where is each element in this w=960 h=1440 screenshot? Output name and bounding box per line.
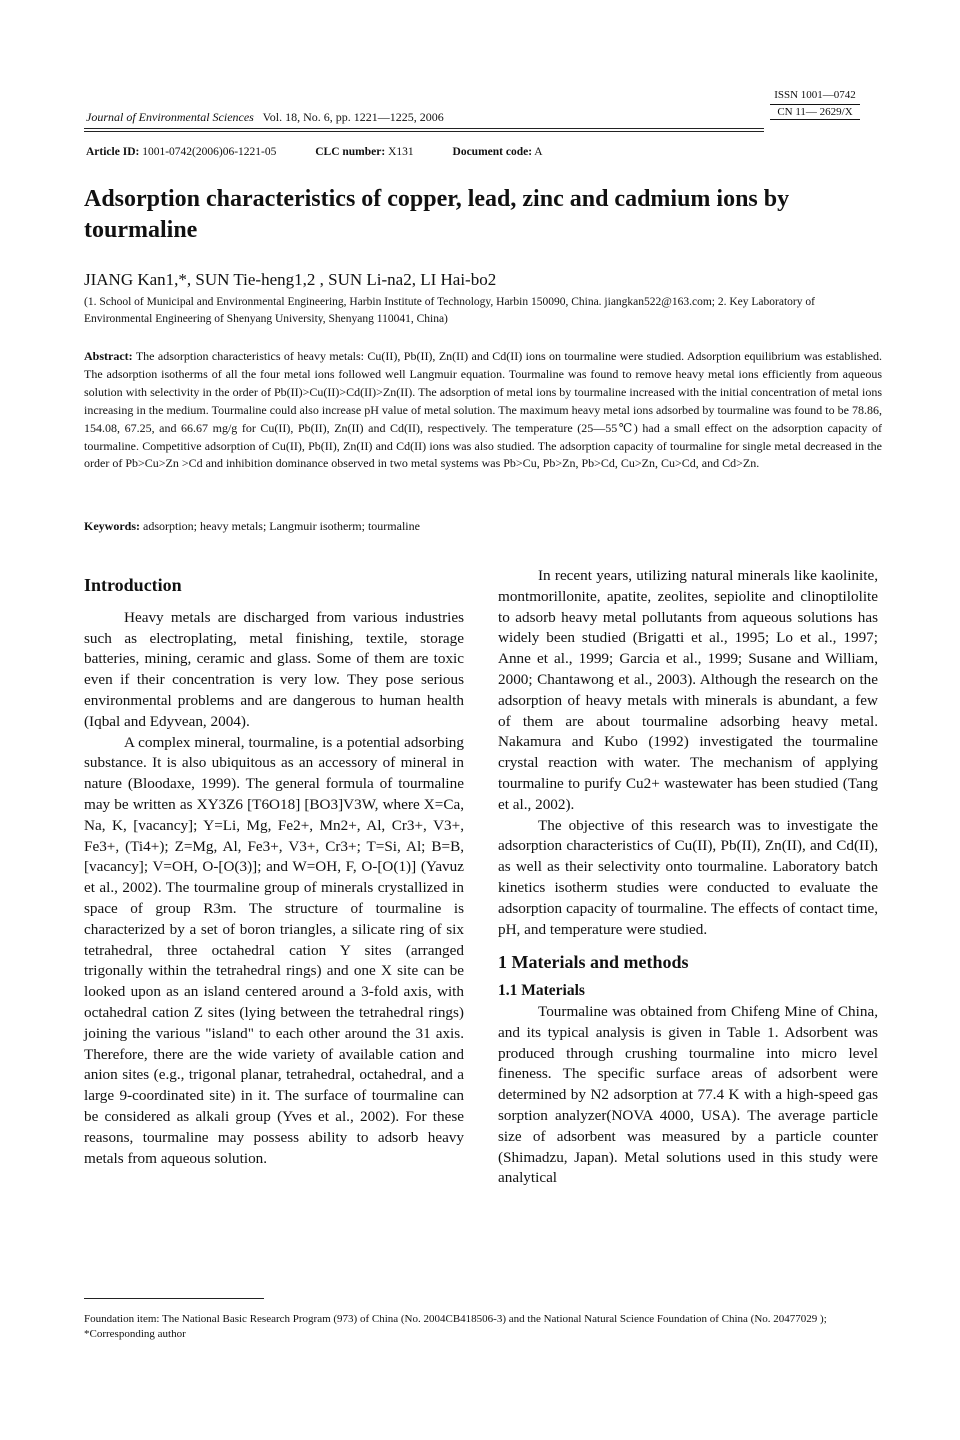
article-id-label: Article ID:	[86, 146, 140, 158]
section-heading-materials-methods: 1 Materials and methods	[498, 952, 689, 973]
clc-label: CLC number:	[315, 146, 386, 158]
cn-number: CN 11— 2629/X	[770, 104, 860, 120]
article-meta	[86, 146, 579, 158]
keywords-text: adsorption; heavy metals; Langmuir isotherm; tourmaline	[143, 519, 420, 533]
right-paragraph-1: In recent years, utilizing natural minerals like kaolinite, montmorillonite, apatite, zeolites, sepiolite and clinoptilolite to adsorb heavy metal pollutants from aqueous solutions has widely been studied (Brigatti et al., 1995; Lo et al., 1997; Anne et al., 1999; Garcia et al., 1999; Susane and William, 2000; Chantawong et al., 2003). Although the research on the adsorption of heavy metals with minerals is abundant, a few of them are about tourmaline adsorbing heavy metal. Nakamura and Kubo (1992) investigated the tourmaline crystal reaction with water. The mechanism of applying tourmaline to purify Cu2+ wastewater has been studied (Tang et al., 2002).	[498, 567, 878, 813]
left-column	[84, 560, 464, 1169]
article-id: 1001-0742(2006)06-1221-05	[142, 146, 277, 158]
intro-paragraph-2: A complex mineral, tourmaline, is a potential adsorbing substance. It is also ubiquitous as an accessory of mineral in nature (Bloodaxe, 1999). The general formula of tourmaline may be written as XY3Z6 [T6O18] [BO3]V3W, where X=Ca, Na, K, [vacancy]; Y=Li, Mg, Fe2+, Mn2+, Al, Cr3+, V3+, Fe3+, (Ti4+); Z=Mg, Al, Fe3+, V3+, Cr3+; T=Si, Al; B=B, [vacancy]; V=OH, O-[O(3)]; and W=OH, F, O-[O(1)] (Yavuz et al., 2002). The tourmaline group of minerals crystallized in space of group R3m. The structure of tourmaline is characterized by a set of boron triangles, a silicate ring of six tetrahedral, three octahedral cation Y sites (arranged trigonally within the tetrahedral rings) and one X site can be looked upon as an island centered around a 3-fold axis, with octahedral cation Z sites (lying between the tetrahedral rings) joining the various "island" to each other around the 31 axis. Therefore, there are the wide variety of available cation and anion sites (e.g., trigonal planar, tetrahedral, octahedral, and a large 9-coordinated site) in it. The surface of tourmaline can be considered as alkali group (Yves et al., 2002). For these reasons, tourmaline may possess ability to adsorb heavy metals from aqueous solution.	[84, 733, 464, 1167]
keywords-label: Keywords:	[84, 519, 140, 533]
doc-code: A	[534, 146, 543, 158]
doc-code-label: Document code:	[452, 146, 533, 158]
right-paragraph-2: The objective of this research was to investigate the adsorption characteristics of Cu(II), Pb(II), Zn(II), and Cd(II), as well as their selectivity onto tourmaline. Laboratory batch kinetics isotherm studies were conducted to evaluate the adsorption capacity of tourmaline. The effects of contact time, pH, and temperature were studied.	[498, 816, 878, 938]
paper-title: Adsorption characteristics of copper, lead, zinc and cadmium ions by tourmaline	[84, 186, 790, 243]
keywords	[84, 519, 882, 534]
footnote: Foundation item: The National Basic Research Program (973) of China (No. 2004CB418506-3) and the National Natural Science Foundation of China (No. 20477029 ); *Corresponding author	[84, 1313, 827, 1340]
abstract-text: The adsorption characteristics of heavy metals: Cu(II), Pb(II), Zn(II) and Cd(II) ions on tourmaline were studied. Adsorption equilibrium was established. The adsorption isotherms of all the four metal ions followed well Langmuir equation. Tourmaline was found to remove heavy metal ions efficiently from aqueous solution with selectivity in the order of Pb(II)>Cu(II)>Cd(II)>Zn(II). The adsorption of metal ions by tourmaline increased with the initial concentration of metal ions increasing in the medium. Tourmaline could also increase pH value of metal solution. The maximum heavy metal ions adsorbed by tourmaline was found to be 78.86, 154.08, 67.25, and 66.67 mg/g for Cu(II), Pb(II), Zn(II) and Cd(II), respectively. The temperature (25—55℃) had a small effect on the adsorption capacity of tourmaline. Competitive adsorption of Cu(II), Pb(II), Zn(II) and Cd(II) ions was also studied. The adsorption capacity of tourmaline for single metal decreased in the order of Pb>Cu>Zn >Cd and inhibition dominance observed in two metal systems was Pb>Cu, Pb>Zn, Pb>Cd, Cu>Zn, Cu>Cd, and Cd>Zn.	[84, 349, 882, 471]
right-column	[498, 560, 878, 1189]
header-rule-second	[84, 131, 764, 132]
journal-name: Journal of Environmental Sciences	[86, 110, 254, 124]
journal-header	[86, 110, 444, 125]
header-rule	[84, 128, 764, 129]
intro-paragraph-1: Heavy metals are discharged from various industries such as electroplating, metal finishing, textile, storage batteries, mining, ceramic and glass. Some of them are toxic even if their concentration is very low. They pose serious environmental problems and are dangerous to human health (Iqbal and Edyvean, 2004).	[84, 608, 464, 730]
subsection-heading-materials: 1.1 Materials	[498, 982, 585, 1000]
affiliations: (1. School of Municipal and Environmental Engineering, Harbin Institute of Technology, Harbin 150090, China. jiangkan522@163.com; 2. Key Laboratory of Environmental Engineering of Shenyang University, Shenyang 110041, China)	[84, 296, 815, 325]
author-list: JIANG Kan1,*, SUN Tie-heng1,2 , SUN Li-na2, LI Hai-bo2	[84, 270, 497, 289]
materials-paragraph: Tourmaline was obtained from Chifeng Mine of China, and its typical analysis is given in Table 1. Adsorbent was produced through crushing tourmaline into micro level fineness. The specific surface areas of adsorbent were determined by N2 adsorption at 77.4 K with a high-speed gas sorption analyzer(NOVA 4000, USA). The average particle size of adsorbent was measured by a particle counter (Shimadzu, Japan). Metal solutions used in this study were analytical	[498, 1002, 878, 1187]
abstract	[84, 348, 882, 473]
issn-block	[770, 88, 860, 120]
clc-number: X131	[388, 146, 414, 158]
footnote-rule	[84, 1298, 264, 1299]
journal-details: Vol. 18, No. 6, pp. 1221—1225, 2006	[262, 110, 444, 124]
abstract-label: Abstract:	[84, 349, 133, 363]
issn-number: ISSN 1001—0742	[774, 89, 856, 101]
introduction-heading: Introduction	[84, 575, 182, 595]
